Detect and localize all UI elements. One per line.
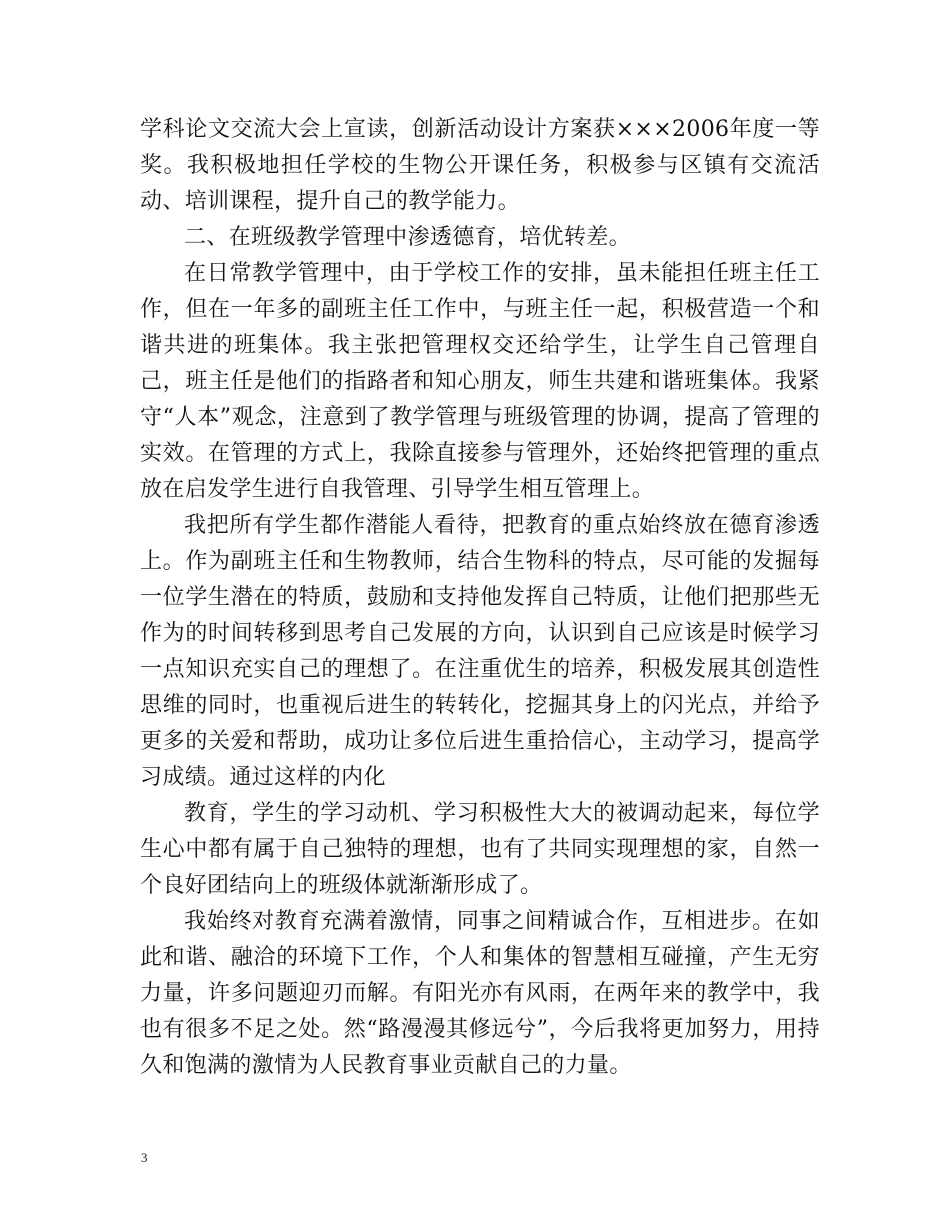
paragraph-5: 我始终对教育充满着激情，同事之间精诚合作，互相进步。在如此和谐、融洽的环境下工作，个人和集体的智慧相互碰撞，产生无穷力量，许多问题迎刃而解。有阳光亦有风雨，在两年来的教学中，我也有很多不足之处。然“路漫漫其修远兮”，今后我将更加努力，用持久和饱满的激情为人民教育事业贡献自己的力量。: [140, 909, 820, 1078]
page-number: 3: [141, 1150, 148, 1165]
section-heading: 二、在班级教学管理中渗透德育，培优转差。: [184, 225, 632, 250]
paragraph-2: 在日常教学管理中，由于学校工作的安排，虽未能担任班主任工作，但在一年多的副班主任工作中，与班主任一起，积极营造一个和谐共进的班集体。我主张把管理权交还给学生，让学生自己管理自己，班主任是他们的指路者和知心朋友，师生共建和谐班集体。我紧守“人本”观念，注意到了教学管理与班级管理的协调，提高了管理的实效。在管理的方式上，我除直接参与管理外，还始终把管理的重点放在启发学生进行自我管理、引导学生相互管理上。: [140, 261, 820, 502]
document-body: [140, 112, 820, 1084]
paragraph-3: 我把所有学生都作潜能人看待，把教育的重点始终放在德育渗透上。作为副班主任和生物教师，结合生物科的特点，尽可能的发掘每一位学生潜在的特质，鼓励和支持他发挥自己特质，让他们把那些无作为的时间转移到思考自己发展的方向，认识到自己应该是时候学习一点知识充实自己的理想了。在注重优生的培养，积极发展其创造性思维的同时，也重视后进生的转转化，挖掘其身上的闪光点，并给予更多的关爱和帮助，成功让多位后进生重拾信心，主动学习，提高学习成绩。通过这样的内化: [140, 513, 820, 790]
paragraph-4: 教育，学生的学习动机、学习积极性大大的被调动起来，每位学生心中都有属于自己独特的理想，也有了共同实现理想的家，自然一个良好团结向上的班级体就渐渐形成了。: [140, 801, 820, 898]
paragraph-1: 学科论文交流大会上宣读，创新活动设计方案获×××2006年度一等奖。我积极地担任学校的生物公开课任务，积极参与区镇有交流活动、培训课程，提升自己的教学能力。: [140, 117, 820, 214]
